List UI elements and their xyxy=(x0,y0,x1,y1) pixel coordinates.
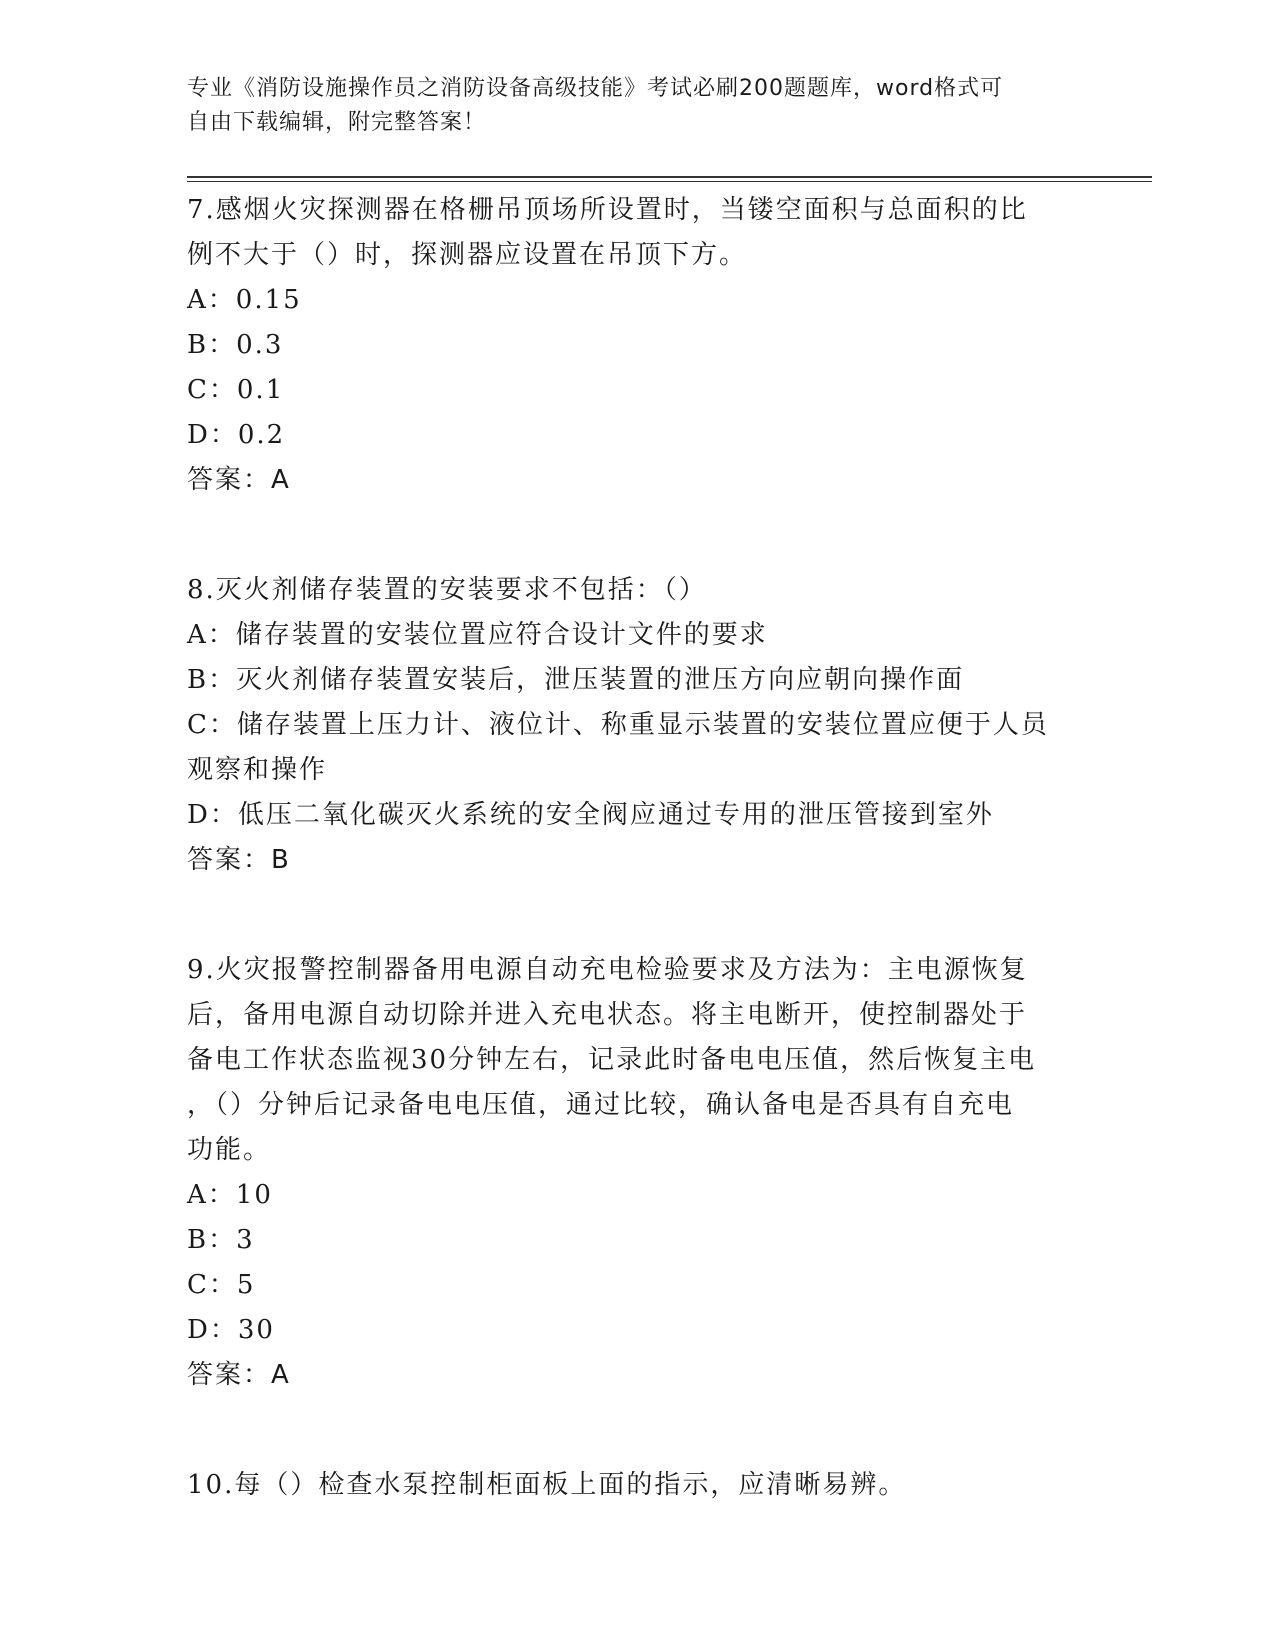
option-a: A：10 xyxy=(187,1180,273,1210)
document-header xyxy=(187,72,1087,140)
question-text: 备电工作状态监视30分钟左右，记录此时备电电压值，然后恢复主电 xyxy=(187,1045,1037,1075)
option-d: D：低压二氧化碳灭火系统的安全阀应通过专用的泄压管接到室外 xyxy=(187,800,994,830)
question-text: 10.每（）检查水泵控制柜面板上面的指示，应清晰易辨。 xyxy=(187,1470,907,1500)
question-8 xyxy=(187,568,1087,882)
question-7 xyxy=(187,188,1087,502)
option-c: C：0.1 xyxy=(187,375,285,405)
question-text: 例不大于（）时，探测器应设置在吊顶下方。 xyxy=(187,240,748,270)
option-d: D：30 xyxy=(187,1315,275,1345)
spacer xyxy=(187,502,1087,568)
option-b: B：灭火剂储存装置安装后，泄压装置的泄压方向应朝向操作面 xyxy=(187,665,965,695)
header-line-1: 专业《消防设施操作员之消防设备高级技能》考试必刷200题题库，word格式可 xyxy=(187,76,1004,101)
question-text: 后，备用电源自动切除并进入充电状态。将主电断开，使控制器处于 xyxy=(187,1000,1028,1030)
option-c: C：储存装置上压力计、液位计、称重显示装置的安装位置应便于人员 xyxy=(187,710,1049,740)
question-text: ，（）分钟后记录备电电压值，通过比较，确认备电是否具有自充电 xyxy=(187,1090,1015,1120)
option-d: D：0.2 xyxy=(187,420,286,450)
answer: 答案：A xyxy=(187,1360,291,1390)
spacer xyxy=(187,882,1087,948)
option-c: C：5 xyxy=(187,1270,256,1300)
question-text: 8.灭火剂储存装置的安装要求不包括：（） xyxy=(187,575,707,605)
header-divider xyxy=(187,176,1152,182)
option-c-continued: 观察和操作 xyxy=(187,755,328,785)
question-text: 7.感烟火灾探测器在格栅吊顶场所设置时，当镂空面积与总面积的比 xyxy=(187,195,1028,225)
option-a: A：储存装置的安装位置应符合设计文件的要求 xyxy=(187,620,768,650)
question-text: 功能。 xyxy=(187,1135,272,1165)
question-10 xyxy=(187,1463,1087,1508)
option-a: A：0.15 xyxy=(187,285,302,315)
answer: 答案：B xyxy=(187,845,291,875)
spacer xyxy=(187,1397,1087,1463)
header-line-2: 自由下载编辑，附完整答案！ xyxy=(187,110,487,135)
answer: 答案：A xyxy=(187,465,291,495)
option-b: B：3 xyxy=(187,1225,255,1255)
option-b: B：0.3 xyxy=(187,330,284,360)
question-9 xyxy=(187,948,1087,1397)
question-list xyxy=(187,188,1087,1508)
question-text: 9.火灾报警控制器备用电源自动充电检验要求及方法为：主电源恢复 xyxy=(187,955,1028,985)
